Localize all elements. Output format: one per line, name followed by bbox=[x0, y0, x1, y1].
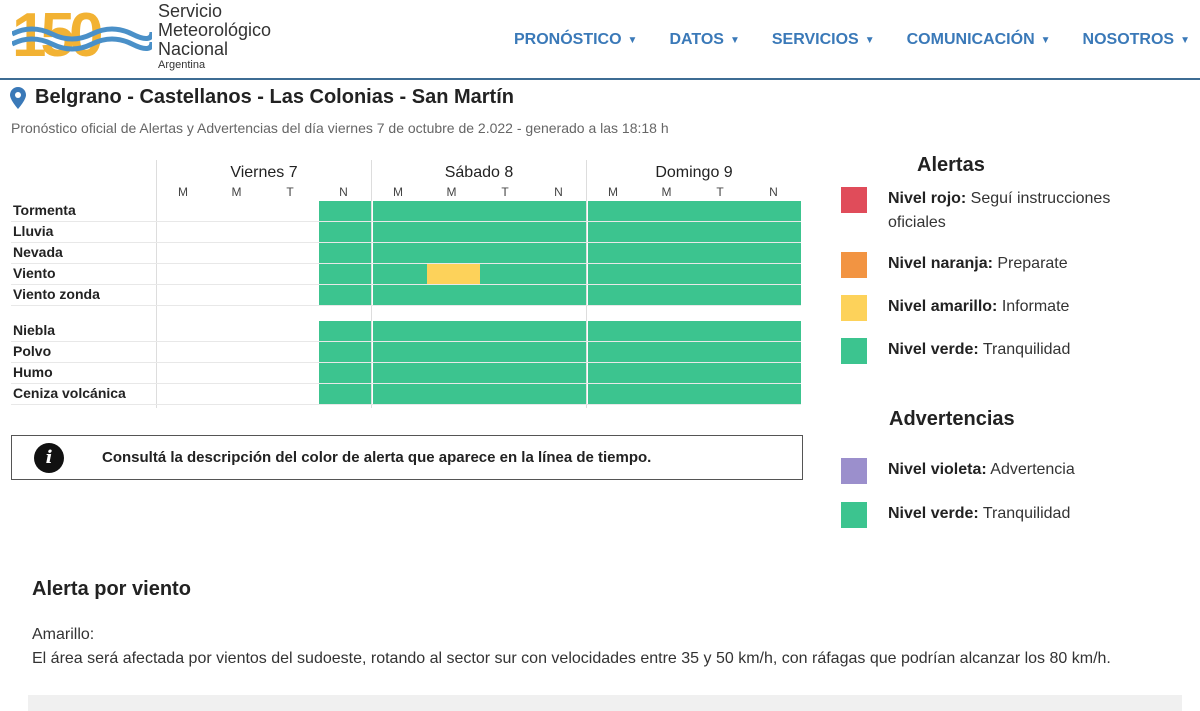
alert-cell-verde[interactable] bbox=[319, 222, 371, 242]
period-label: M bbox=[393, 185, 403, 199]
nav-comunicacion[interactable] bbox=[907, 31, 1051, 49]
warning-cell-verde[interactable] bbox=[534, 342, 586, 362]
legend-bold: Nivel rojo: bbox=[888, 190, 967, 207]
legend-text bbox=[888, 295, 1188, 319]
warning-cell-verde[interactable] bbox=[480, 384, 534, 404]
warning-cell-verde[interactable] bbox=[480, 363, 534, 383]
alert-timeline-grid bbox=[11, 160, 803, 408]
warning-cell-verde[interactable] bbox=[695, 321, 749, 341]
alert-cell-verde[interactable] bbox=[427, 201, 481, 221]
nav-comunicacion-label: COMUNICACIÓN bbox=[906, 31, 1035, 48]
brand-line-4: Argentina bbox=[158, 59, 206, 71]
warning-cell-verde[interactable] bbox=[534, 321, 586, 341]
nav-pronostico[interactable] bbox=[514, 31, 637, 49]
warning-cell-verde[interactable] bbox=[534, 363, 586, 383]
nav-servicios[interactable] bbox=[772, 31, 875, 49]
alert-cell-verde[interactable] bbox=[588, 201, 642, 221]
legend-alert-verde bbox=[841, 338, 1188, 364]
alert-cell-verde[interactable] bbox=[588, 264, 642, 284]
alert-cell-verde[interactable] bbox=[480, 285, 534, 305]
legend-alerts-title: Alertas bbox=[917, 154, 985, 176]
warning-cell-verde[interactable] bbox=[427, 342, 481, 362]
alert-cell-verde[interactable] bbox=[427, 243, 481, 263]
alert-cell-verde[interactable] bbox=[373, 285, 427, 305]
caret-down-icon: ▼ bbox=[729, 34, 740, 46]
warning-cell-verde[interactable] bbox=[534, 384, 586, 404]
warning-cell-verde[interactable] bbox=[373, 384, 427, 404]
alert-cell-amarillo[interactable] bbox=[427, 264, 481, 284]
alert-cell-verde[interactable] bbox=[695, 264, 749, 284]
legend-warnings-title: Advertencias bbox=[889, 408, 1015, 430]
alert-cell-verde[interactable] bbox=[749, 201, 801, 221]
warning-cell-verde[interactable] bbox=[373, 342, 427, 362]
alert-cell-verde[interactable] bbox=[588, 222, 642, 242]
page-title: Belgrano - Castellanos - Las Colonias - San Martín bbox=[35, 86, 514, 108]
warning-row-label: Niebla bbox=[13, 322, 56, 338]
warning-cell-verde[interactable] bbox=[373, 321, 427, 341]
nav-pronostico-label: PRONÓSTICO bbox=[513, 31, 622, 48]
main-nav bbox=[482, 31, 1200, 49]
warning-row-label: Ceniza volcánica bbox=[13, 385, 126, 401]
day-label: Domingo 9 bbox=[655, 164, 733, 181]
warning-cell-verde[interactable] bbox=[588, 363, 642, 383]
period-label: T bbox=[716, 185, 724, 199]
caret-down-icon: ▼ bbox=[1180, 34, 1190, 46]
alert-cell-verde[interactable] bbox=[427, 285, 481, 305]
alert-cell-verde[interactable] bbox=[695, 222, 749, 242]
warning-row-label: Humo bbox=[13, 364, 53, 380]
period-label: M bbox=[608, 185, 618, 199]
alert-cell-verde[interactable] bbox=[534, 264, 586, 284]
warning-cell-verde[interactable] bbox=[588, 321, 642, 341]
period-label: N bbox=[339, 185, 348, 199]
legend-bold: Nivel naranja: bbox=[888, 255, 993, 272]
bottom-panel bbox=[28, 695, 1182, 711]
warning-cell-verde[interactable] bbox=[588, 384, 642, 404]
legend-desc: Tranquilidad bbox=[978, 341, 1071, 358]
warning-cell-verde[interactable] bbox=[588, 342, 642, 362]
alert-cell-verde[interactable] bbox=[534, 201, 586, 221]
alert-cell-verde[interactable] bbox=[534, 285, 586, 305]
alert-cell-verde[interactable] bbox=[480, 243, 534, 263]
warning-cell-verde[interactable] bbox=[319, 384, 371, 404]
legend-bold: Nivel verde: bbox=[888, 505, 979, 522]
alert-cell-verde[interactable] bbox=[642, 243, 696, 263]
legend-bold: Nivel verde: bbox=[888, 341, 979, 358]
legend-swatch bbox=[841, 458, 867, 484]
alert-cell-verde[interactable] bbox=[749, 243, 801, 263]
location-pin-icon bbox=[10, 87, 26, 109]
warning-row-label: Polvo bbox=[13, 343, 52, 359]
page-subtitle: Pronóstico oficial de Alertas y Advertencias del día viernes 7 de octubre de 2.022 - generado a las 18:18 h bbox=[11, 120, 669, 136]
alert-cell-verde[interactable] bbox=[749, 222, 801, 242]
caret-down-icon: ▼ bbox=[864, 34, 875, 46]
alert-cell-verde[interactable] bbox=[480, 201, 534, 221]
period-label: N bbox=[554, 185, 563, 199]
legend-warning-violeta bbox=[841, 458, 1188, 484]
warning-cell-verde[interactable] bbox=[319, 363, 371, 383]
legend-alert-naranja bbox=[841, 252, 1188, 278]
smn-150-logo[interactable] bbox=[12, 4, 152, 64]
legend-warning-verde bbox=[841, 502, 1188, 528]
alert-cell-verde[interactable] bbox=[534, 222, 586, 242]
alert-cell-verde[interactable] bbox=[373, 264, 427, 284]
caret-down-icon: ▼ bbox=[627, 34, 638, 46]
warning-cell-verde[interactable] bbox=[642, 363, 696, 383]
alert-cell-verde[interactable] bbox=[695, 243, 749, 263]
alert-cell-verde[interactable] bbox=[642, 222, 696, 242]
legend-text bbox=[888, 338, 1188, 362]
alert-detail-level: Amarillo: bbox=[32, 626, 95, 643]
day-label: Sábado 8 bbox=[444, 164, 514, 181]
alert-cell-verde[interactable] bbox=[319, 243, 371, 263]
brand-name bbox=[158, 2, 271, 71]
period-label: M bbox=[178, 185, 188, 199]
warning-cell-verde[interactable] bbox=[427, 363, 481, 383]
alert-cell-verde[interactable] bbox=[588, 285, 642, 305]
alert-cell-verde[interactable] bbox=[749, 264, 801, 284]
legend-desc: Tranquilidad bbox=[978, 505, 1071, 522]
legend-text bbox=[888, 458, 1188, 482]
nav-nosotros[interactable] bbox=[1083, 31, 1190, 49]
legend-alert-amarillo bbox=[841, 295, 1188, 321]
row-divider bbox=[11, 305, 801, 306]
alert-cell-verde[interactable] bbox=[642, 285, 696, 305]
alert-cell-verde[interactable] bbox=[749, 285, 801, 305]
period-label: T bbox=[286, 185, 294, 199]
legend-desc: Seguí instrucciones oficiales bbox=[888, 190, 1111, 231]
brand-line-3: Nacional bbox=[158, 39, 229, 59]
warning-cell-verde[interactable] bbox=[642, 384, 696, 404]
row-divider bbox=[11, 404, 801, 405]
warning-cell-verde[interactable] bbox=[373, 363, 427, 383]
nav-servicios-label: SERVICIOS bbox=[771, 31, 859, 48]
alert-detail-description: El área será afectada por vientos del sudoeste, rotando al sector sur con velocidades entre 35 y 50 km/h, con ráfagas que podrían alcanzar los 80 km/h. bbox=[32, 650, 1111, 667]
info-box bbox=[11, 435, 803, 480]
alert-cell-verde[interactable] bbox=[373, 222, 427, 242]
alert-cell-verde[interactable] bbox=[427, 222, 481, 242]
warning-cell-verde[interactable] bbox=[319, 321, 371, 341]
legend-text bbox=[888, 252, 1188, 276]
info-text: Consultá la descripción del color de alerta que aparece en la línea de tiempo. bbox=[102, 449, 652, 466]
brand-line-2: Meteorológico bbox=[158, 20, 272, 40]
day-label: Viernes 7 bbox=[230, 164, 298, 181]
brand-line-1: Servicio bbox=[158, 1, 223, 21]
warning-cell-verde[interactable] bbox=[695, 384, 749, 404]
period-label: M bbox=[231, 185, 242, 199]
alert-row-label: Viento zonda bbox=[13, 286, 100, 302]
alert-cell-verde[interactable] bbox=[373, 201, 427, 221]
period-label: M bbox=[446, 185, 457, 199]
alert-cell-verde[interactable] bbox=[319, 285, 371, 305]
period-label: T bbox=[501, 185, 509, 199]
alert-cell-verde[interactable] bbox=[695, 285, 749, 305]
alert-row-label: Lluvia bbox=[13, 223, 54, 239]
nav-nosotros-label: NOSOTROS bbox=[1082, 31, 1175, 48]
warning-cell-verde[interactable] bbox=[642, 342, 696, 362]
logo-number: 150 bbox=[12, 4, 98, 64]
legend-desc: Preparate bbox=[992, 255, 1068, 272]
legend-alert-rojo bbox=[841, 187, 1118, 235]
alert-row-label: Nevada bbox=[13, 244, 63, 260]
alert-cell-verde[interactable] bbox=[373, 243, 427, 263]
legend-bold: Nivel amarillo: bbox=[888, 298, 998, 315]
alert-cell-verde[interactable] bbox=[319, 201, 371, 221]
alert-cell-verde[interactable] bbox=[642, 201, 696, 221]
alert-detail-title: Alerta por viento bbox=[32, 578, 191, 600]
warning-cell-verde[interactable] bbox=[695, 363, 749, 383]
alert-cell-verde[interactable] bbox=[480, 222, 534, 242]
alert-row-label: Viento bbox=[13, 265, 56, 281]
legend-desc: Informate bbox=[997, 298, 1070, 315]
warning-cell-verde[interactable] bbox=[749, 321, 801, 341]
warning-cell-verde[interactable] bbox=[480, 342, 534, 362]
period-label: M bbox=[661, 185, 672, 199]
warning-cell-verde[interactable] bbox=[749, 363, 801, 383]
legend-swatch bbox=[841, 295, 867, 321]
legend-desc: Advertencia bbox=[986, 461, 1075, 478]
alert-cell-verde[interactable] bbox=[319, 264, 371, 284]
legend-swatch bbox=[841, 338, 867, 364]
nav-datos-label: DATOS bbox=[669, 31, 724, 48]
alert-cell-verde[interactable] bbox=[588, 243, 642, 263]
alert-cell-verde[interactable] bbox=[534, 243, 586, 263]
legend-text bbox=[888, 187, 1118, 235]
warning-cell-verde[interactable] bbox=[480, 321, 534, 341]
warning-cell-verde[interactable] bbox=[427, 384, 481, 404]
alert-cell-verde[interactable] bbox=[695, 201, 749, 221]
warning-cell-verde[interactable] bbox=[319, 342, 371, 362]
site-header bbox=[0, 0, 1200, 80]
period-label: N bbox=[769, 185, 778, 199]
warning-cell-verde[interactable] bbox=[427, 321, 481, 341]
legend-bold: Nivel violeta: bbox=[888, 461, 987, 478]
page-heading bbox=[10, 86, 514, 109]
warning-cell-verde[interactable] bbox=[749, 384, 801, 404]
warning-cell-verde[interactable] bbox=[749, 342, 801, 362]
warning-cell-verde[interactable] bbox=[642, 321, 696, 341]
caret-down-icon: ▼ bbox=[1040, 34, 1051, 46]
warning-cell-verde[interactable] bbox=[695, 342, 749, 362]
alert-row-label: Tormenta bbox=[13, 202, 76, 218]
alert-cell-verde[interactable] bbox=[480, 264, 534, 284]
nav-datos[interactable] bbox=[669, 31, 739, 49]
legend-swatch bbox=[841, 502, 867, 528]
legend-text bbox=[888, 502, 1188, 526]
legend-swatch bbox=[841, 187, 867, 213]
alert-cell-verde[interactable] bbox=[642, 264, 696, 284]
legend-swatch bbox=[841, 252, 867, 278]
info-icon: i bbox=[34, 443, 64, 473]
